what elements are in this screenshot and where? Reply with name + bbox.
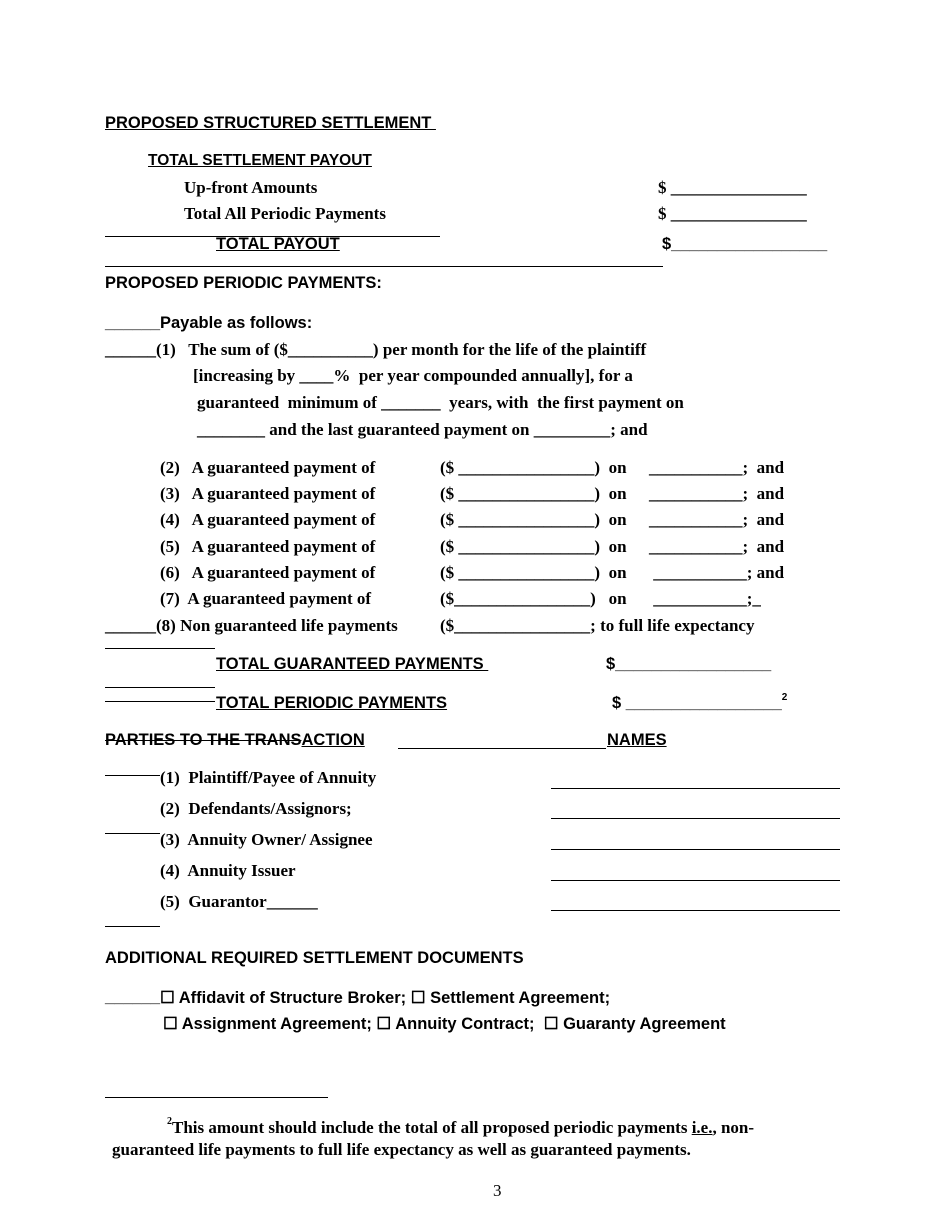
party-label: (2) Defendants/Assignors; xyxy=(160,799,352,818)
non-guaranteed-amount: ($________________; to full life expectancy xyxy=(440,616,755,635)
guaranteed-payment-label: (2) A guaranteed payment of xyxy=(160,458,376,477)
rule xyxy=(105,701,215,702)
item1-line4: ________ and the last guaranteed payment on _________; and xyxy=(197,420,648,439)
rule xyxy=(105,648,215,649)
page-number: 3 xyxy=(493,1181,502,1200)
guaranteed-payment-amount: ($ ________________) on xyxy=(440,458,627,477)
guaranteed-payment-amount: ($ ________________) on xyxy=(440,563,627,582)
guaranteed-payment-date: ___________; and xyxy=(649,510,785,529)
party-name-line xyxy=(551,910,840,911)
documents-line1: ☐ Affidavit of Structure Broker; ☐ Settlement Agreement; xyxy=(160,989,611,1007)
guaranteed-payment-label: (4) A guaranteed payment of xyxy=(160,510,376,529)
guaranteed-payment-amount: ($ ________________) on xyxy=(440,510,627,529)
guaranteed-payment-date: ___________; and xyxy=(649,537,785,556)
total-payout-label: TOTAL PAYOUT xyxy=(216,235,340,253)
total-guaranteed-label: TOTAL GUARANTEED PAYMENTS xyxy=(216,655,489,673)
total-periodic-label: TOTAL PERIODIC PAYMENTS xyxy=(216,694,448,712)
section-title-periodic-payments: PROPOSED PERIODIC PAYMENTS: xyxy=(105,274,382,292)
guaranteed-payment-amount: ($ ________________) on xyxy=(440,537,627,556)
total-payout-value: $_________________ xyxy=(662,235,828,253)
total-periodic-value: $ _________________$^2$ xyxy=(612,692,788,712)
documents-blank: ______ xyxy=(105,988,161,1006)
non-guaranteed-label: ______(8) Non guaranteed life payments xyxy=(105,616,398,635)
item1-line3: guaranteed minimum of _______ years, with the first payment on xyxy=(197,393,684,412)
section-title-structured-settlement: PROPOSED STRUCTURED SETTLEMENT xyxy=(105,114,436,132)
guaranteed-payment-label: (5) A guaranteed payment of xyxy=(160,537,376,556)
footnote-separator xyxy=(105,1097,328,1098)
party-name-line xyxy=(551,818,840,819)
upfront-value: $ ________________ xyxy=(658,178,807,197)
payable-blank: ______ xyxy=(105,314,161,332)
party-name-line xyxy=(551,880,840,881)
party-label: (1) Plaintiff/Payee of Annuity xyxy=(160,768,377,787)
item1-line2: [increasing by ____% per year compounded annually], for a xyxy=(193,366,633,385)
party-label: (4) Annuity Issuer xyxy=(160,861,296,880)
guaranteed-payment-label: (3) A guaranteed payment of xyxy=(160,484,376,503)
footnote-ref: 2 xyxy=(781,692,788,703)
periodic-total-value: $ ________________ xyxy=(658,204,807,223)
rule xyxy=(398,748,606,749)
party-label: (5) Guarantor______ xyxy=(160,892,318,911)
guaranteed-payment-date: ___________; and xyxy=(649,563,785,582)
item1-line1: ______(1) The sum of ($__________) per month for the life of the plaintiff xyxy=(105,340,647,359)
periodic-total-label: Total All Periodic Payments xyxy=(184,204,386,223)
rule xyxy=(105,833,160,834)
section-title-additional-docs: ADDITIONAL REQUIRED SETTLEMENT DOCUMENTS xyxy=(105,949,524,967)
guaranteed-payment-amount: ($________________) on xyxy=(440,589,627,608)
payable-label: Payable as follows: xyxy=(160,314,313,332)
party-label: (3) Annuity Owner/ Assignee xyxy=(160,830,373,849)
guaranteed-payment-label: (7) A guaranteed payment of xyxy=(160,589,372,608)
guaranteed-payment-date: ___________; and xyxy=(649,458,785,477)
guaranteed-payment-label: (6) A guaranteed payment of xyxy=(160,563,376,582)
guaranteed-payment-amount: ($ ________________) on xyxy=(440,484,627,503)
rule xyxy=(105,926,160,927)
party-name-line xyxy=(551,849,840,850)
footnote-line1: $^2$This amount should include the total of all proposed periodic payments i.e., non- xyxy=(167,1116,755,1137)
party-name-line xyxy=(551,788,840,789)
upfront-label: Up-front Amounts xyxy=(184,178,318,197)
subsection-title-total-payout: TOTAL SETTLEMENT PAYOUT xyxy=(148,152,372,169)
documents-line2: ☐ Assignment Agreement; ☐ Annuity Contract; ☐ Guaranty Agreement xyxy=(163,1015,726,1033)
names-heading: NAMES xyxy=(607,731,667,749)
total-guaranteed-value: $_________________ xyxy=(606,655,772,673)
rule xyxy=(105,775,160,776)
guaranteed-payment-date: ___________; and xyxy=(649,484,785,503)
rule xyxy=(105,687,215,688)
guaranteed-payment-date: ___________;_ xyxy=(649,589,761,608)
rule xyxy=(105,266,663,267)
footnote-line2: guaranteed life payments to full life expectancy as well as guaranteed payments. xyxy=(112,1140,691,1159)
parties-heading: PARTIES TO THE TRANSACTION xyxy=(105,731,365,749)
